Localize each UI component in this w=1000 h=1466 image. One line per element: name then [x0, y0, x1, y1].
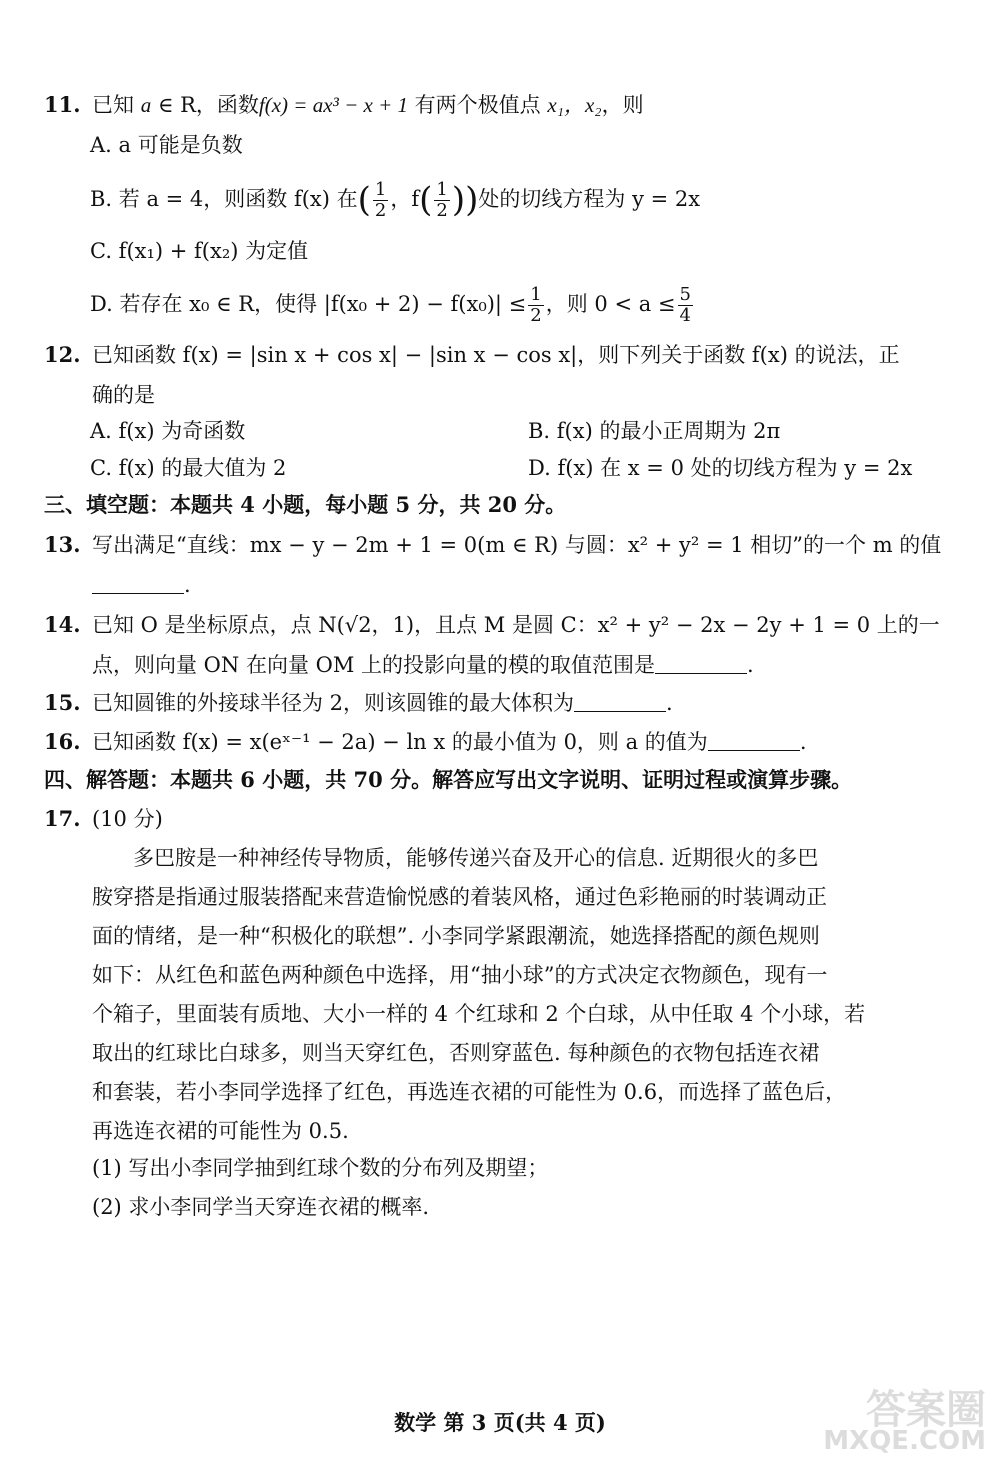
- fraction: $\frac{1}{2}$: [374, 179, 387, 221]
- answer-blank[interactable]: [655, 651, 747, 674]
- question-number: 15.: [44, 690, 81, 715]
- q12-option-c: C. f(x) 的最大值为 2: [90, 456, 287, 480]
- watermark-text: 答案圈: [866, 1387, 986, 1433]
- q11-stem-text: 已知 a ∈ R，函数f(x) = ax³ − x + 1 有两个极值点 x₁，x₂，则: [92, 93, 644, 117]
- paragraph-line: 取出的红球比白球多，则当天穿红色，否则穿蓝色. 每种颜色的衣物包括连衣裙: [92, 1041, 820, 1065]
- paragraph-line: 个箱子，里面装有质地、大小一样的 4 个红球和 2 个白球，从中任取 4 个小球，若: [92, 1002, 866, 1026]
- answer-blank[interactable]: [92, 571, 184, 594]
- question-number: 14.: [44, 612, 81, 637]
- q17-score: (10 分): [92, 807, 163, 831]
- watermark-logo: [766, 1378, 986, 1460]
- page-footer: 数学 第 3 页(共 4 页): [394, 1410, 606, 1435]
- question-number: 17.: [44, 806, 81, 831]
- paragraph-line: 如下：从红色和蓝色两种颜色中选择，用“抽小球”的方式决定衣物颜色，现有一: [92, 963, 828, 987]
- q12-stem-line2: 确的是: [92, 383, 155, 407]
- question-number: 16.: [44, 729, 81, 754]
- q11-option-d: D. 若存在 x₀ ∈ R，使得 |f(x₀ + 2) − f(x₀)| ≤ $\frac{1}{2}$ ，则 0 < a ≤ $\frac{5}{4}$: [90, 284, 691, 326]
- question-number: 12.: [44, 342, 81, 367]
- q11-option-b: B. 若 a = 4，则函数 f(x) 在( $\frac{1}{2}$ ，f( $\frac{1}{2}$ ))处的切线方程为 y = 2x: [90, 179, 701, 221]
- watermark-url: MXQE.COM: [823, 1426, 986, 1456]
- fraction: $\frac{1}{2}$: [436, 179, 448, 221]
- section-header-solutions: 四、解答题：本题共 6 小题，共 70 分。解答应写出文字说明、证明过程或演算步骤。: [44, 767, 853, 792]
- q14-stem-line2: 点，则向量 ON 在向量 OM 上的投影向量的模的取值范围是 .: [92, 653, 754, 677]
- q11-option-c: C. f(x₁) + f(x₂) 为定值: [90, 239, 309, 263]
- paragraph-line: 和套装，若小李同学选择了红色，再选连衣裙的可能性为 0.6，而选择了蓝色后，: [92, 1080, 847, 1104]
- paragraph-line: 再选连衣裙的可能性为 0.5.: [92, 1119, 349, 1143]
- section-header-fill-in: 三、填空题：本题共 4 小题，每小题 5 分，共 20 分。: [44, 492, 567, 517]
- answer-blank[interactable]: [708, 728, 800, 751]
- fraction: $\frac{5}{4}$: [679, 284, 691, 326]
- paragraph-line: 多巴胺是一种神经传导物质，能够传递兴奋及开心的信息. 近期很火的多巴: [133, 846, 819, 870]
- answer-blank[interactable]: [574, 689, 666, 712]
- q13-answer-line: .: [92, 570, 191, 600]
- q15-text: 已知圆锥的外接球半径为 2，则该圆锥的最大体积为 .: [92, 691, 673, 715]
- question-number: 13.: [44, 532, 81, 557]
- question-number: 11.: [44, 92, 81, 117]
- q12-option-b: B. f(x) 的最小正周期为 2π: [528, 419, 781, 443]
- paragraph-line: 胺穿搭是指通过服装搭配来营造愉悦感的着装风格，通过色彩艳丽的时装调动正: [92, 885, 827, 909]
- q11-option-a: A. a 可能是负数: [90, 133, 243, 157]
- paragraph-line: 面的情绪，是一种“积极化的联想”. 小李同学紧跟潮流，她选择搭配的颜色规则: [92, 924, 820, 948]
- q16-text: 已知函数 f(x) = x(eˣ⁻¹ − 2a) − ln x 的最小值为 0，则 a 的值为 .: [92, 730, 807, 754]
- q12-option-a: A. f(x) 为奇函数: [90, 419, 246, 443]
- q17-subquestion-1: (1) 写出小李同学抽到红球个数的分布列及期望；: [92, 1156, 549, 1180]
- q17-subquestion-2: (2) 求小李同学当天穿连衣裙的概率.: [92, 1195, 430, 1219]
- q12-option-d: D. f(x) 在 x = 0 处的切线方程为 y = 2x: [528, 456, 913, 480]
- fraction: $\frac{1}{2}$: [530, 284, 542, 326]
